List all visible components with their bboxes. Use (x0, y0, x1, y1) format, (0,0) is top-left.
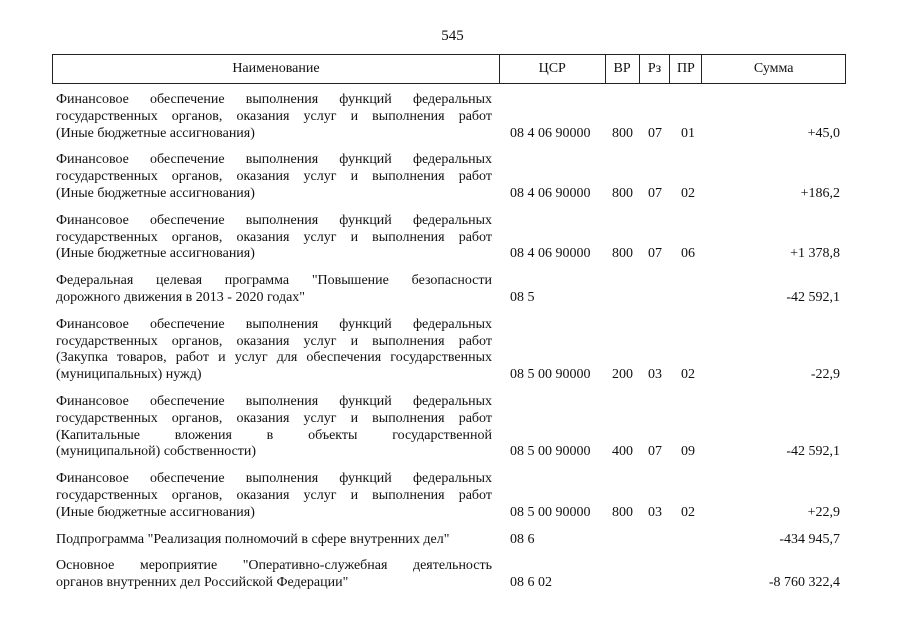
header-pr: ПР (670, 55, 702, 83)
row-name-line: органов внутренних дел Российской Федерации" (56, 575, 349, 591)
header-csr: ЦСР (500, 55, 606, 83)
row-name-line: Федеральная целевая программа "Повышение безопасности (56, 273, 492, 289)
row-name-line: Финансовое обеспечение выполнения функций федеральных (56, 316, 492, 332)
row-csr: 08 4 06 90000 (510, 246, 591, 262)
row-pr: 01 (681, 125, 695, 141)
row-name-line: (Иные бюджетные ассигнования) (56, 125, 255, 141)
row-name-line: (Капитальные вложения в объекты государственной (56, 427, 492, 443)
row-csr: 08 5 00 90000 (510, 367, 591, 383)
row-name-line: Основное мероприятие "Оперативно-служебная деятельность (56, 558, 492, 574)
table-header (52, 54, 846, 84)
row-name (52, 394, 492, 461)
row-name-line: Финансовое обеспечение выполнения функций федеральных (56, 393, 492, 409)
row-name-line: государственных органов, оказания услуг и выполнения работ (56, 487, 492, 503)
row-vr: 800 (612, 504, 633, 520)
row-rz: 03 (648, 504, 662, 520)
table-row (52, 152, 846, 202)
row-name (52, 558, 492, 592)
row-sum: -22,9 (810, 367, 840, 383)
row-rz: 07 (648, 185, 662, 201)
row-pr: 09 (681, 444, 695, 460)
row-csr: 08 5 00 90000 (510, 504, 591, 520)
row-sum: -42 592,1 (786, 444, 840, 460)
row-name-line: государственных органов, оказания услуг и выполнения работ (56, 108, 492, 124)
row-name-line: (Иные бюджетные ассигнования) (56, 185, 255, 201)
row-csr: 08 4 06 90000 (510, 185, 591, 201)
row-sum: +45,0 (807, 125, 840, 141)
header-vr: ВР (606, 55, 640, 83)
row-name-line: государственных органов, оказания услуг и выполнения работ (56, 333, 492, 349)
row-csr: 08 4 06 90000 (510, 125, 591, 141)
row-name (52, 213, 492, 263)
row-name (52, 92, 492, 142)
row-name-line: государственных органов, оказания услуг и выполнения работ (56, 229, 492, 245)
row-rz: 07 (648, 246, 662, 262)
row-csr: 08 6 02 (510, 575, 552, 591)
row-name (52, 317, 492, 384)
row-name (52, 532, 492, 549)
row-sum: +186,2 (800, 185, 840, 201)
row-vr: 800 (612, 185, 633, 201)
header-rz: Рз (640, 55, 671, 83)
table-row (52, 471, 846, 521)
row-csr: 08 5 00 90000 (510, 444, 591, 460)
row-sum: -8 760 322,4 (768, 575, 840, 591)
table-row (52, 394, 846, 461)
row-name-line: Финансовое обеспечение выполнения функций федеральных (56, 471, 492, 487)
row-rz: 07 (648, 444, 662, 460)
row-name-line: (муниципальной) собственности) (56, 444, 257, 460)
row-pr: 02 (681, 185, 695, 201)
row-vr: 200 (612, 367, 633, 383)
row-sum: +1 378,8 (790, 246, 840, 262)
row-rz: 07 (648, 125, 662, 141)
header-name: Наименование (53, 55, 500, 83)
row-rz: 03 (648, 367, 662, 383)
row-name-line: Подпрограмма "Реализация полномочий в сфере внутренних дел" (56, 531, 450, 547)
row-name-line: государственных органов, оказания услуг и выполнения работ (56, 169, 492, 185)
table-row (52, 213, 846, 263)
row-vr: 800 (612, 125, 633, 141)
row-name-line: государственных органов, оказания услуг и выполнения работ (56, 410, 492, 426)
table-row (52, 273, 846, 307)
row-csr: 08 5 (510, 289, 535, 305)
row-name (52, 273, 492, 307)
table-row (52, 92, 846, 142)
row-name-line: (Закупка товаров, работ и услуг для обеспечения государственных (56, 350, 492, 366)
row-name-line: дорожного движения в 2013 - 2020 годах" (56, 289, 305, 305)
row-name (52, 152, 492, 202)
table-row (52, 317, 846, 384)
row-name-line: Финансовое обеспечение выполнения функций федеральных (56, 212, 492, 228)
row-csr: 08 6 (510, 531, 535, 547)
row-sum: -42 592,1 (786, 289, 840, 305)
row-pr: 02 (681, 504, 695, 520)
table-row (52, 532, 846, 549)
row-sum: +22,9 (807, 504, 840, 520)
row-name-line: Финансовое обеспечение выполнения функций федеральных (56, 152, 492, 168)
row-pr: 06 (681, 246, 695, 262)
row-name (52, 471, 492, 521)
row-pr: 02 (681, 367, 695, 383)
row-name-line: (Иные бюджетные ассигнования) (56, 246, 255, 262)
page-number: 545 (441, 28, 464, 44)
table-body (52, 92, 846, 602)
row-vr: 800 (612, 246, 633, 262)
header-sum: Сумма (753, 61, 794, 76)
row-sum: -434 945,7 (779, 531, 840, 547)
table-row (52, 558, 846, 592)
row-name-line: (муниципальных) нужд) (56, 367, 202, 383)
row-name-line: Финансовое обеспечение выполнения функций федеральных (56, 92, 492, 107)
row-name-line: (Иные бюджетные ассигнования) (56, 504, 255, 520)
row-vr: 400 (612, 444, 633, 460)
